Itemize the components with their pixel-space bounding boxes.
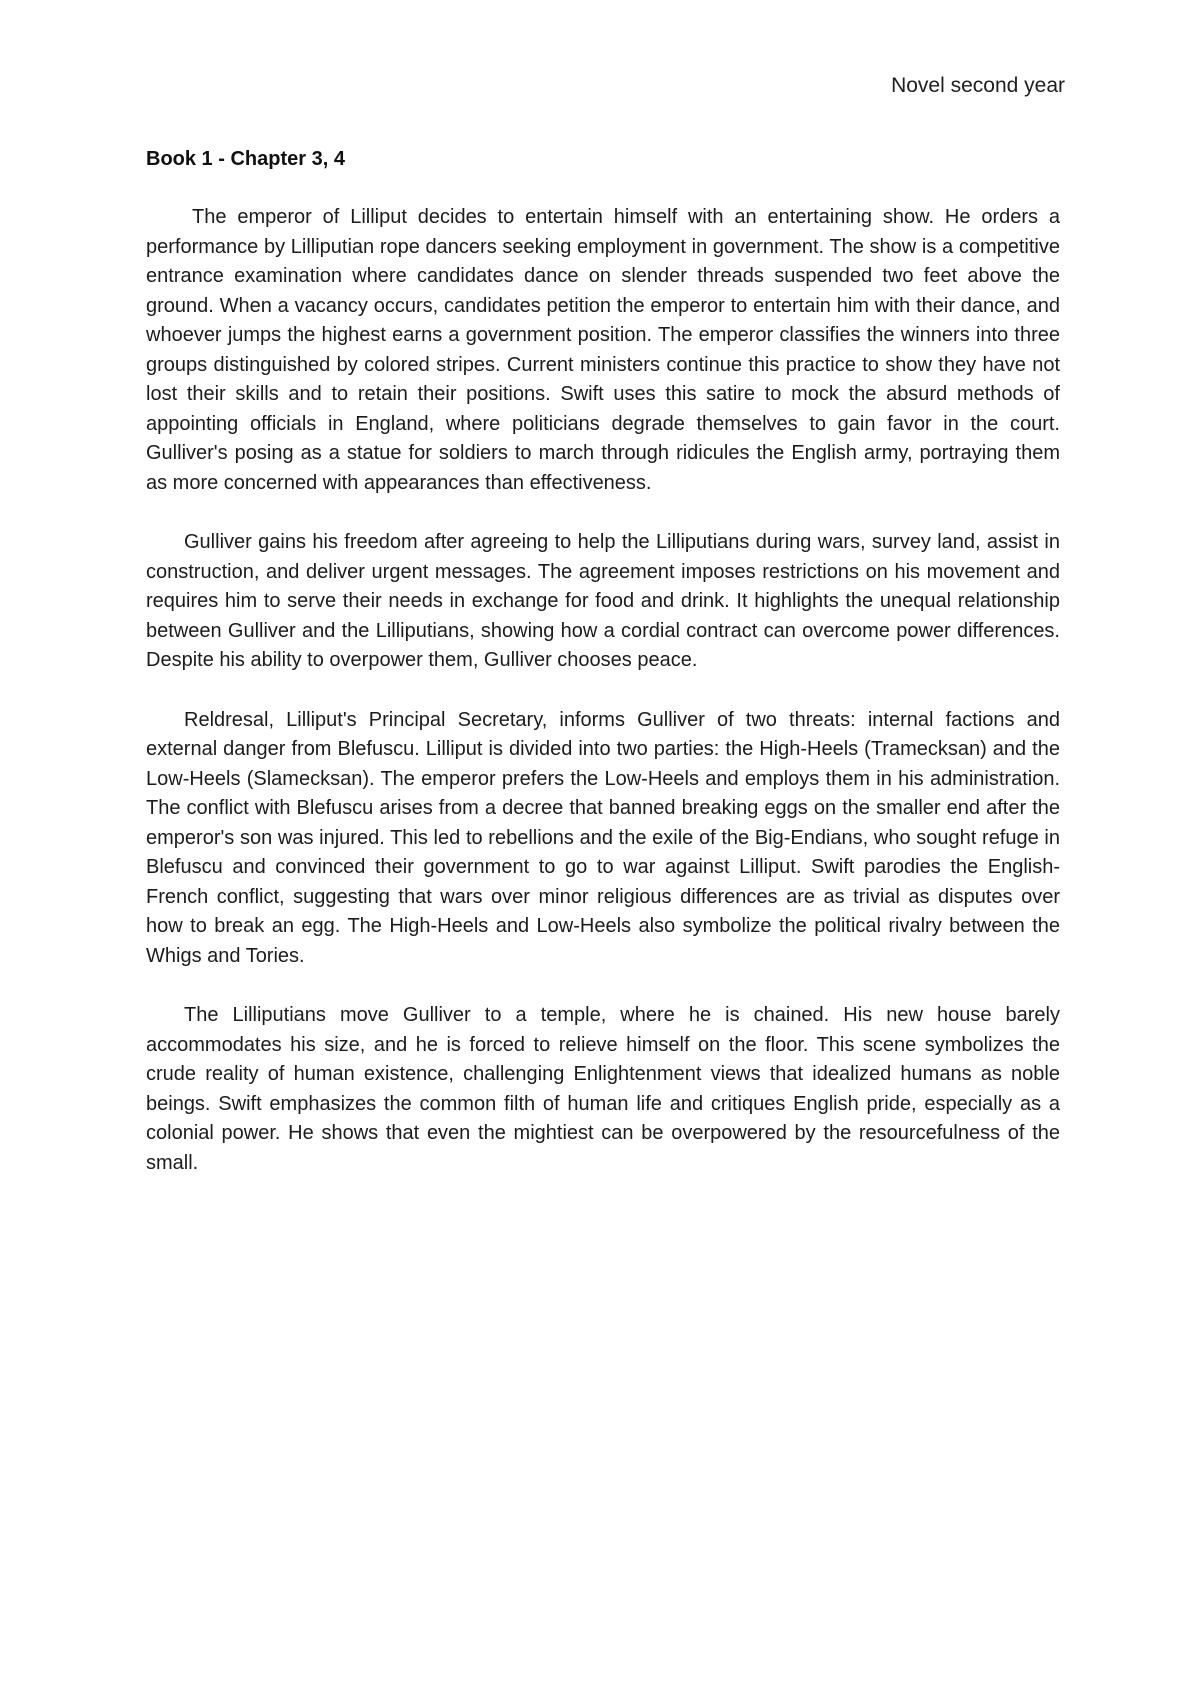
chapter-title: Book 1 - Chapter 3, 4 — [146, 148, 345, 170]
document-body — [146, 145, 1060, 1208]
paragraph-temple: The Lilliputians move Gulliver to a temple, where he is chained. His new house barely accommodates his size, and he is forced to relieve himself on the floor. This scene symbolizes the crude reality of human existence, challenging Enlightenment views that idealized humans as noble beings. Swift emphasizes the common filth of human life and critiques English pride, especially as a colonial power. He shows that even the mightiest can be overpowered by the resourcefulness of the small. — [146, 1004, 1060, 1174]
paragraph-rope-dancers: The emperor of Lilliput decides to entertain himself with an entertaining show. He orders a performance by Lilliputian rope dancers seeking employment in government. The show is a competitive entrance examination where candidates dance on slender threads suspended two feet above the ground. When a vacancy occurs, candidates petition the emperor to entertain him with their dance, and whoever jumps the highest earns a government position. The emperor classifies the winners into three groups distinguished by colored stripes. Current ministers continue this practice to show they have not lost their skills and to retain their positions. Swift uses this satire to mock the absurd methods of appointing officials in England, where politicians degrade themselves to gain favor in the court. Gulliver's posing as a statue for soldiers to march through ridicules the English army, portraying them as more concerned with appearances than effectiveness. — [146, 206, 1060, 494]
paragraph-gulliver-freedom: Gulliver gains his freedom after agreeing to help the Lilliputians during wars, survey land, assist in construction, and deliver urgent messages. The agreement imposes restrictions on his movement and requires him to serve their needs in exchange for food and drink. It highlights the unequal relationship between Gulliver and the Lilliputians, showing how a cordial contract can overcome power differences. Despite his ability to overpower them, Gulliver chooses peace. — [146, 531, 1060, 671]
running-header: Novel second year — [891, 74, 1065, 97]
paragraph-reldresal-threats: Reldresal, Lilliput's Principal Secretary, informs Gulliver of two threats: internal factions and external danger from Blefuscu. Lilliput is divided into two parties: the High-Heels (Tramecksan) and the Low-Heels (Slamecksan). The emperor prefers the Low-Heels and employs them in his administration. The conflict with Blefuscu arises from a decree that banned breaking eggs on the smaller end after the emperor's son was injured. This led to rebellions and the exile of the Big-Endians, who sought refuge in Blefuscu and convinced their government to go to war against Lilliput. Swift parodies the English-French conflict, suggesting that wars over minor religious differences are as trivial as disputes over how to break an egg. The High-Heels and Low-Heels also symbolize the political rivalry between the Whigs and Tories. — [146, 708, 1060, 967]
